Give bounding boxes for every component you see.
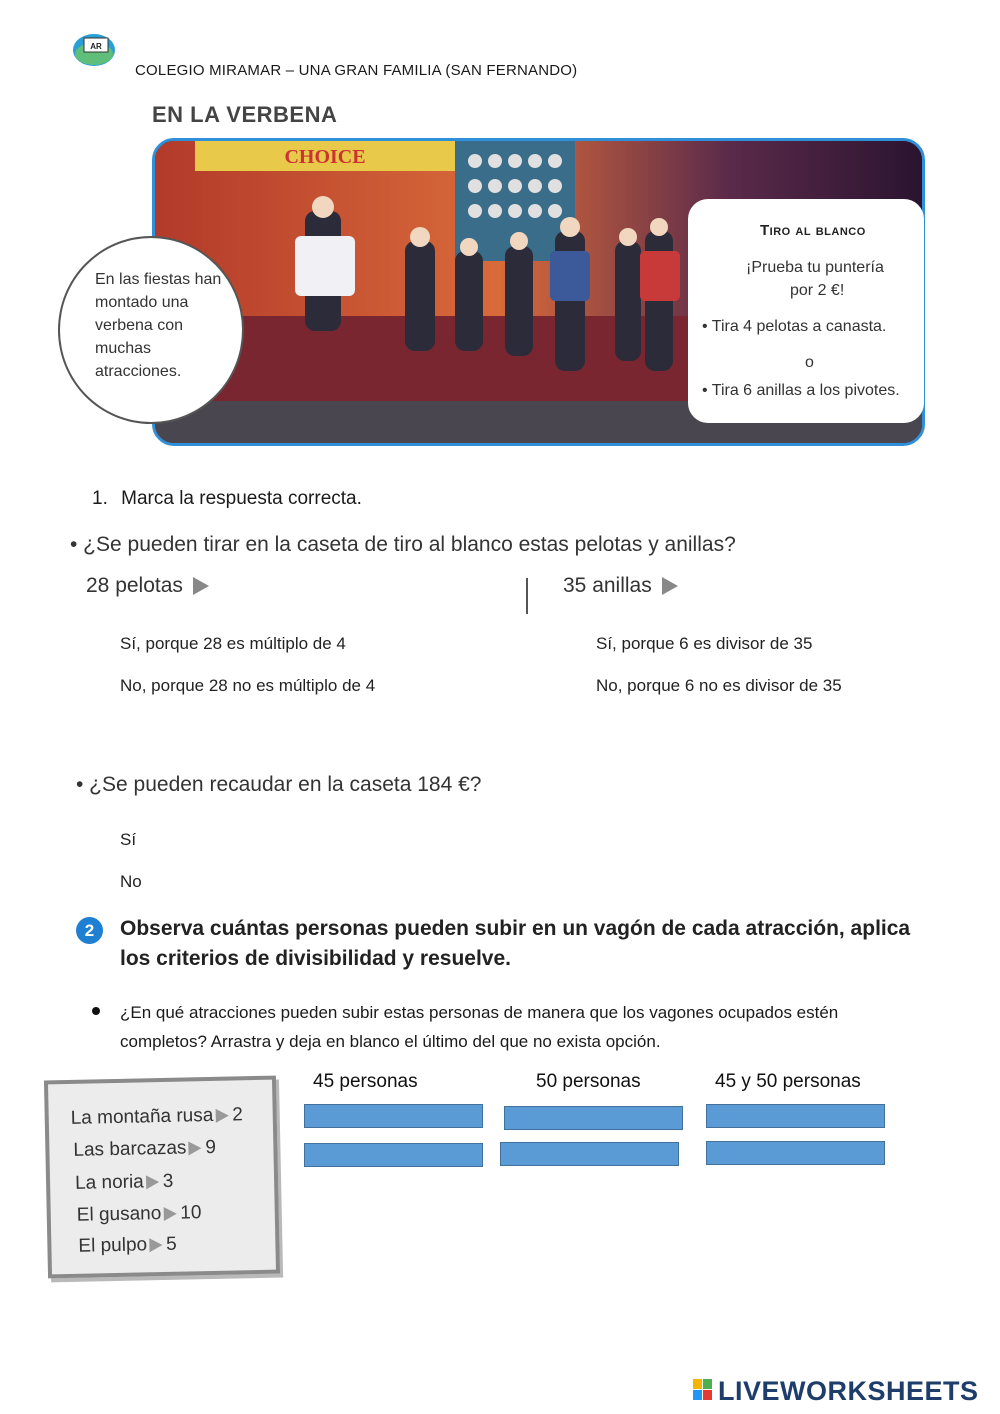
card-item-value: 2 (232, 1104, 244, 1126)
option-right-no[interactable]: No, porque 6 no es divisor de 35 (596, 676, 842, 695)
card-item-value: 3 (162, 1170, 174, 1192)
card-item-label: La noria (74, 1171, 144, 1194)
play-arrow-icon (146, 1175, 159, 1189)
card-item-gusano[interactable] (77, 1202, 202, 1227)
play-arrow-icon (662, 577, 678, 595)
column-divider (526, 578, 528, 614)
exercise-2-title: Observa cuántas personas pueden subir en un vagón de cada atracción, aplica los criterios de divisibilidad y resuelve. (120, 917, 911, 970)
column-header-45-and-50: 45 y 50 personas (715, 1071, 861, 1092)
intro-bubble-text: En las fiestas han montado una verbena con muchas atracciones. (95, 271, 222, 380)
card-item-label: El gusano (76, 1203, 162, 1226)
column-header-45: 45 personas (313, 1071, 418, 1092)
card-item-label: El pulpo (78, 1234, 148, 1257)
drop-box-45-2[interactable] (304, 1143, 483, 1167)
info-or: o (805, 354, 814, 371)
info-bullet-2: • Tira 6 anillas a los pivotes. (702, 382, 900, 399)
play-arrow-icon (215, 1109, 228, 1123)
school-name: COLEGIO MIRAMAR – UNA GRAN FAMILIA (SAN FERNANDO) (135, 62, 578, 79)
page-title: EN LA VERBENA (152, 102, 338, 127)
exercise-1-instruction (92, 488, 362, 510)
play-arrow-icon (163, 1207, 176, 1221)
option-q2-no[interactable]: No (120, 872, 142, 891)
exercise-2-number: 2 (76, 917, 103, 944)
svg-text:CHOICE: CHOICE (284, 146, 366, 168)
attractions-card (44, 1076, 280, 1279)
svg-text:AR: AR (90, 42, 102, 51)
play-arrow-icon (188, 1141, 201, 1155)
option-left-no[interactable]: No, porque 28 no es múltiplo de 4 (120, 676, 376, 695)
info-bullet-1: • Tira 4 pelotas a canasta. (702, 318, 887, 335)
school-logo (72, 28, 118, 68)
left-header (86, 574, 209, 598)
card-item-value: 10 (180, 1202, 202, 1224)
liveworksheets-brand: LIVEWORKSHEETS (718, 1376, 979, 1406)
play-arrow-icon (193, 577, 209, 595)
exercise-1-number: 1. (92, 488, 108, 509)
column-header-50: 50 personas (536, 1071, 641, 1092)
option-left-yes[interactable]: Sí, porque 28 es múltiplo de 4 (120, 634, 346, 653)
info-line-2: por 2 €! (790, 282, 845, 299)
exercise-1-text: Marca la respuesta correcta. (121, 488, 362, 509)
card-item-montana-rusa[interactable] (71, 1104, 244, 1130)
exercise-2-instruction: ¿En qué atracciones pueden subir estas personas de manera que los vagones ocupados estén completos? Arrastra y deja en blanco el último del que no exista opción. (120, 1003, 839, 1051)
option-q2-yes[interactable]: Sí (120, 830, 137, 849)
drop-box-45-50-1[interactable] (706, 1104, 885, 1128)
drop-box-50-1[interactable] (504, 1106, 683, 1130)
drop-box-45-1[interactable] (304, 1104, 483, 1128)
card-item-label: Las barcazas (73, 1137, 187, 1161)
liveworksheets-logo-icon (693, 1379, 713, 1401)
question-1: • ¿Se pueden tirar en la caseta de tiro al blanco estas pelotas y anillas? (70, 533, 736, 556)
drop-box-45-50-2[interactable] (706, 1141, 885, 1165)
play-arrow-icon (149, 1238, 162, 1252)
card-item-noria[interactable] (75, 1171, 174, 1195)
card-item-value: 5 (165, 1233, 177, 1255)
bullet-icon (92, 1007, 100, 1015)
option-right-yes[interactable]: Sí, porque 6 es divisor de 35 (596, 634, 813, 653)
question-2: • ¿Se pueden recaudar en la caseta 184 €? (76, 773, 482, 796)
right-header (563, 574, 678, 598)
card-item-barcazas[interactable] (73, 1137, 216, 1162)
info-line-1: ¡Prueba tu puntería (746, 259, 884, 276)
right-header-text: 35 anillas (563, 574, 652, 597)
card-item-value: 9 (205, 1136, 217, 1159)
info-card-title: Tiro al blanco (760, 222, 866, 239)
card-item-pulpo[interactable] (78, 1234, 177, 1258)
left-header-text: 28 pelotas (86, 574, 183, 597)
card-item-label: La montaña rusa (70, 1104, 214, 1129)
drop-box-50-2[interactable] (500, 1142, 679, 1166)
